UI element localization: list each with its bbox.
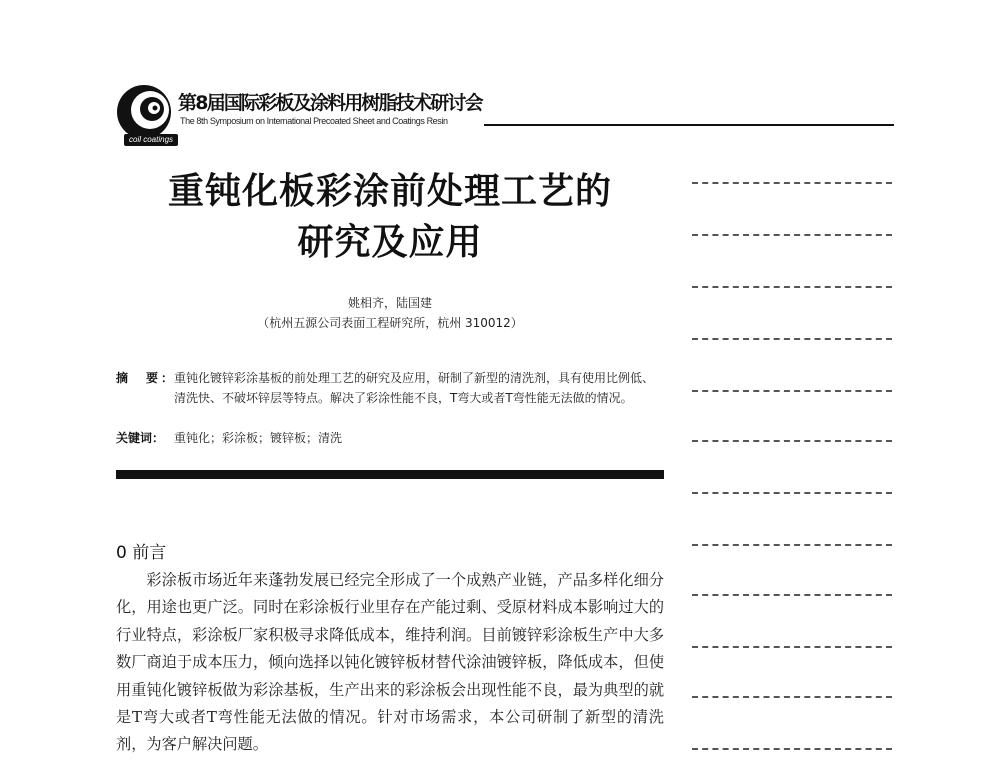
note-line bbox=[692, 338, 892, 340]
abstract-text: 重钝化镀锌彩涂基板的前处理工艺的研究及应用，研制了新型的清洗剂，具有使用比例低、清洗快、不破坏锌层等特点。解决了彩涂性能不良，T弯大或者T弯性能无法做的情况。 bbox=[174, 371, 655, 405]
affiliation: （杭州五源公司表面工程研究所，杭州 310012） bbox=[257, 316, 523, 330]
note-line bbox=[692, 594, 892, 596]
note-line bbox=[692, 440, 892, 442]
keywords-label: 关键词： bbox=[116, 431, 165, 445]
coil-coatings-badge: coil coatings bbox=[124, 134, 178, 146]
note-line bbox=[692, 544, 892, 546]
paper-title-line-2: 研究及应用 bbox=[297, 222, 483, 263]
paper-title-line-1: 重钝化板彩涂前处理工艺的 bbox=[167, 171, 612, 212]
abstract-label: 摘 要： bbox=[116, 371, 177, 385]
note-line bbox=[692, 286, 892, 288]
note-line bbox=[692, 234, 892, 236]
note-line bbox=[692, 492, 892, 494]
authors: 姚相齐，陆国建 bbox=[347, 296, 432, 310]
body-paragraph: 彩涂板市场近年来蓬勃发展已经完全形成了一个成熟产业链，产品多样化细分化，用途也更广泛。同时在彩涂板行业里存在产能过剩、受原材料成本影响过大的行业特点，彩涂板厂家积极寻求降低成本，维持利润。目前镀锌彩涂板生产中大多数厂商迫于成本压力，倾向选择以钝化镀锌板材替代涂油镀锌板，降低成本，但使用重钝化镀锌板做为彩涂基板，生产出来的彩涂板会出现性能不良，最为典型的就是T弯大或者T弯性能无法做的情况。针对市场需求，本公司研制了新型的清洗剂，为客户解决问题。 bbox=[116, 571, 664, 754]
note-line bbox=[692, 182, 892, 184]
note-line bbox=[692, 748, 892, 750]
note-line bbox=[692, 646, 892, 648]
symposium-title-cn: 第8届国际彩板及涂料用树脂技术研讨会 bbox=[178, 92, 482, 114]
keywords-text: 重钝化；彩涂板；镀锌板；清洗 bbox=[174, 431, 343, 445]
section-divider bbox=[116, 470, 664, 479]
header-rule bbox=[484, 124, 894, 126]
note-line bbox=[692, 390, 892, 392]
note-line bbox=[692, 696, 892, 698]
section-heading: 0 前言 bbox=[116, 543, 167, 563]
symposium-title-en: The 8th Symposium on International Precoated Sheet and Coatings Resin bbox=[180, 116, 448, 126]
